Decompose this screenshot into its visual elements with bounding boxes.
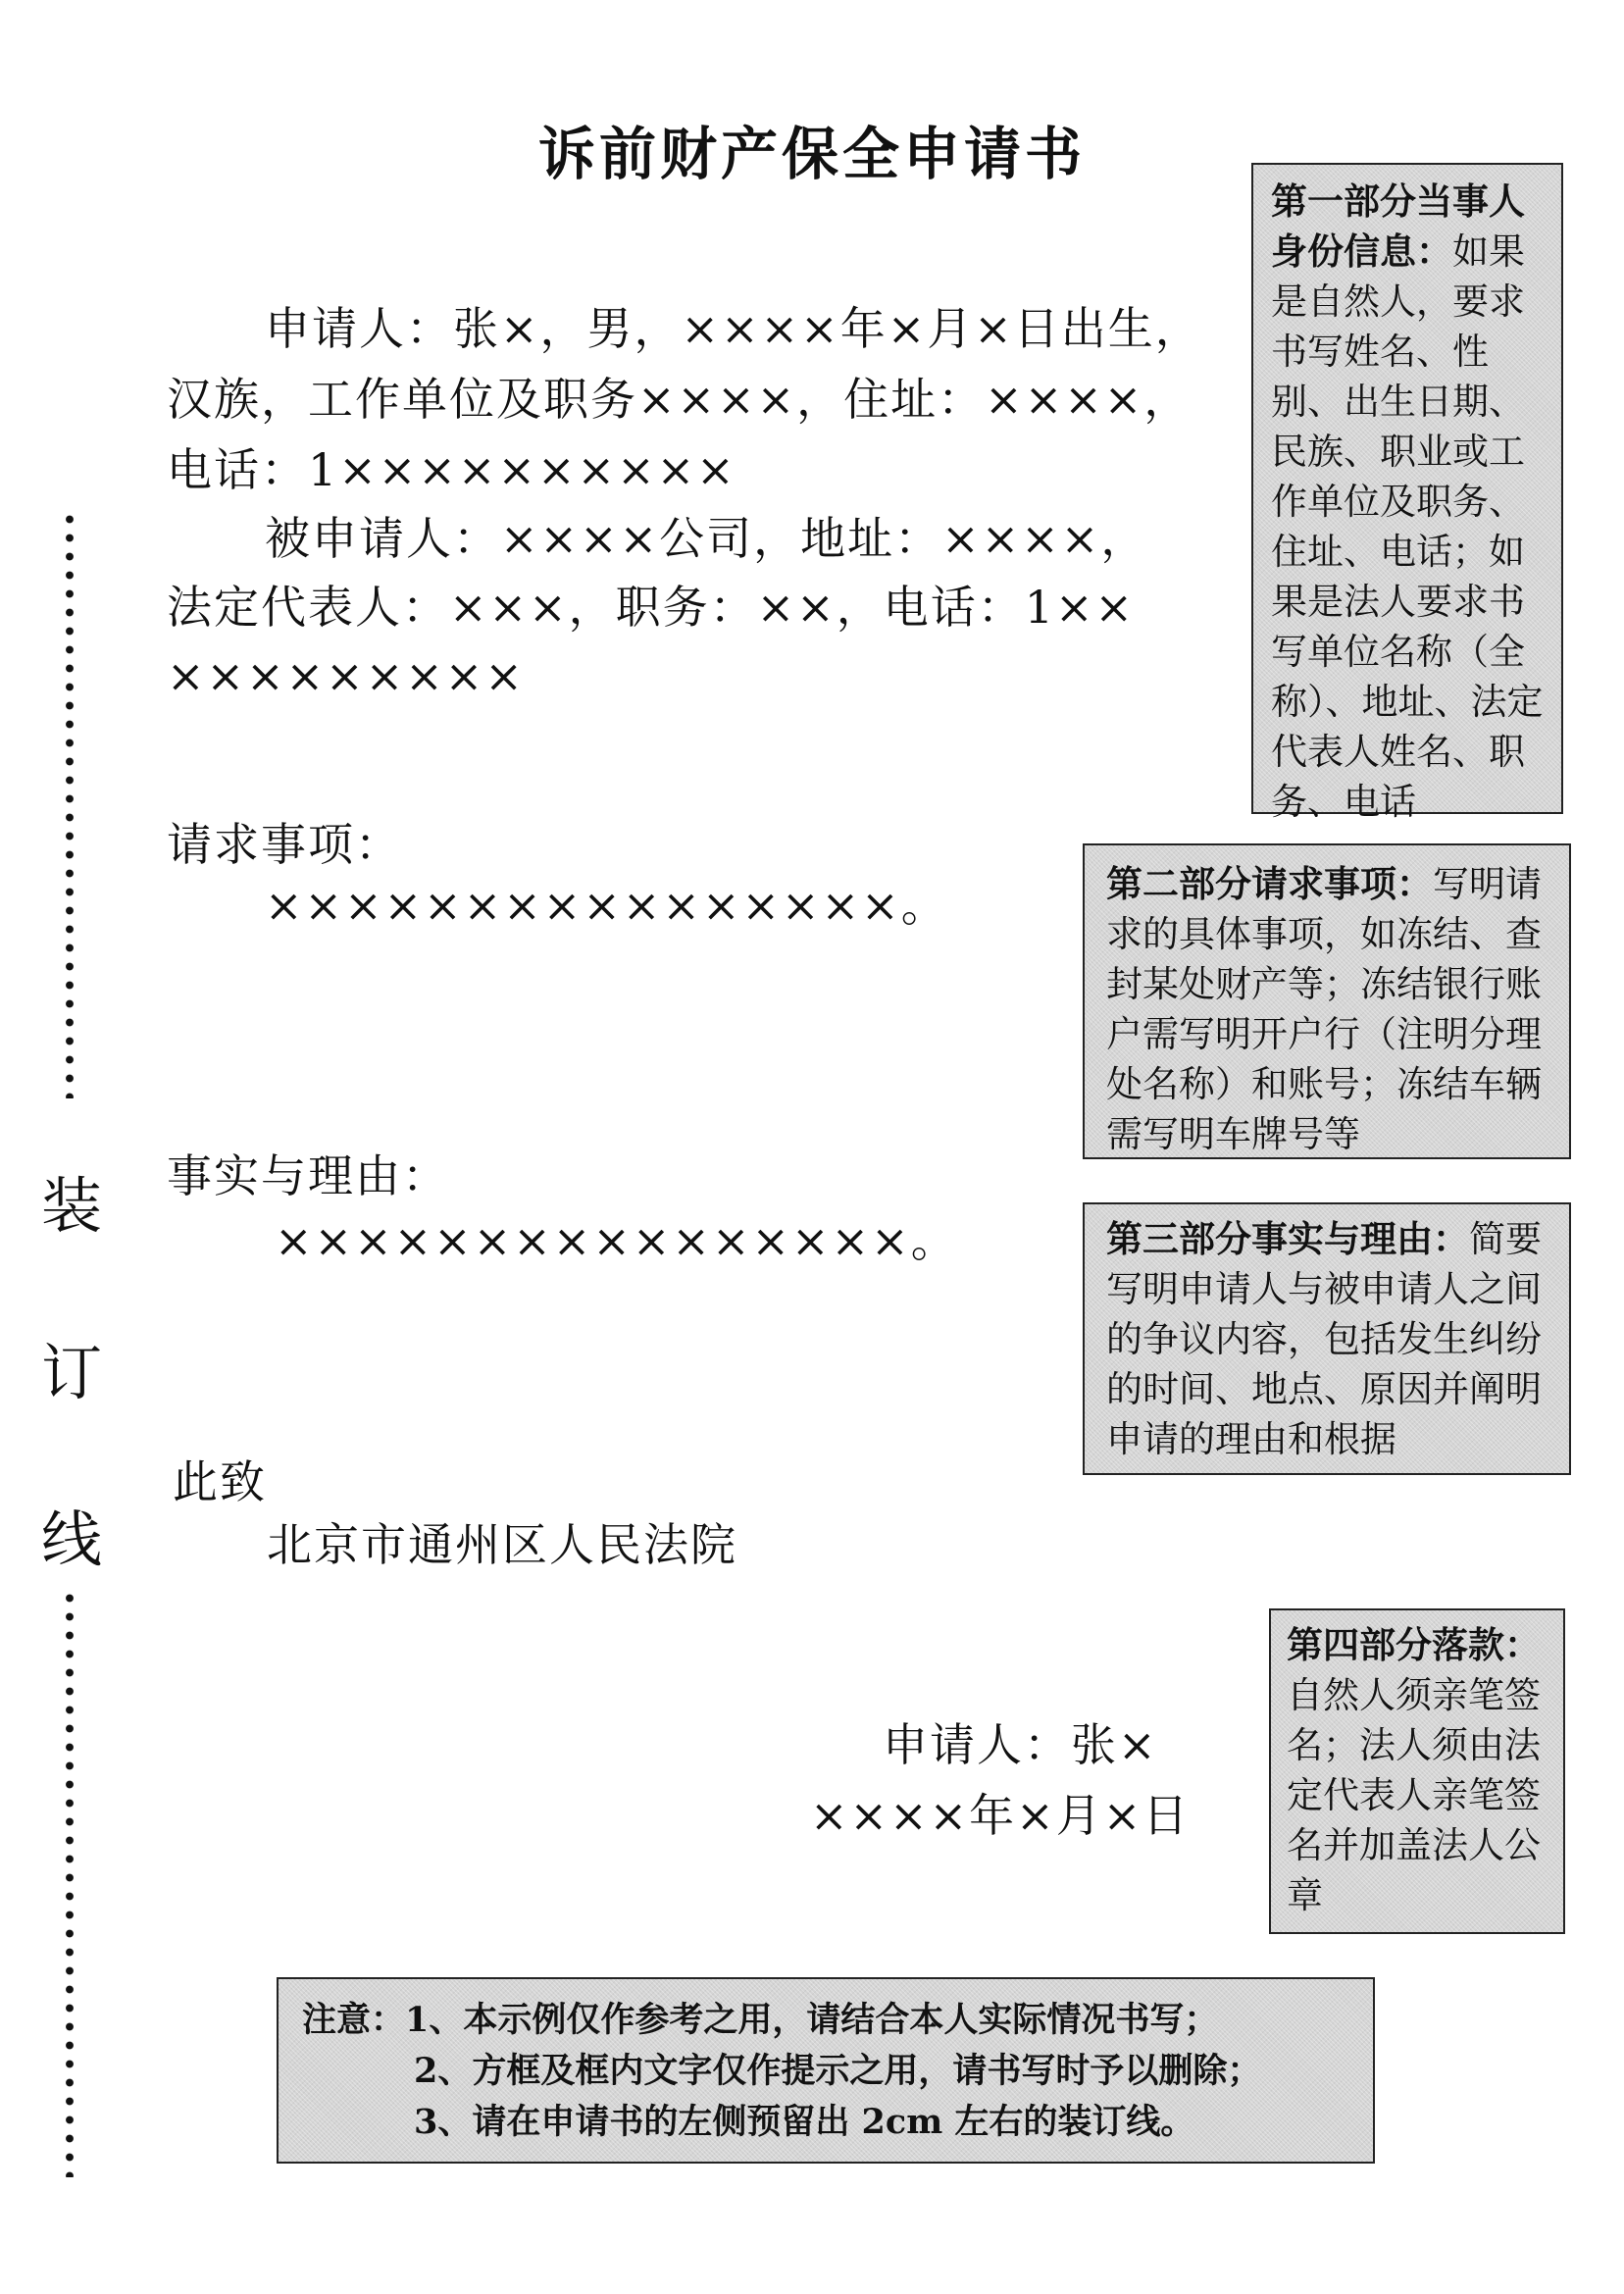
note-part4-heading: 第四部分落款： — [1287, 1623, 1541, 1666]
note-part3-text: 简要写明申请人与被申请人之间的争议内容，包括发生纠纷的时间、地点、原因并阐明申请的理由和根据 — [1106, 1218, 1542, 1460]
applicant-line-2: 汉族，工作单位及职务××××，住址：××××， — [167, 373, 1192, 426]
note-part1-text: 如果是自然人，要求书写姓名、性别、出生日期、民族、职业或工作单位及职务、住址、电话；如果是法人要求书写单位名称（全称）、地址、法定代表人姓名、职务、电话 — [1271, 230, 1544, 823]
note-box-part4 — [1269, 1608, 1565, 1934]
document-title: 诉前财产保全申请书 — [537, 121, 1086, 187]
respondent-line-1: 被申请人：××××公司，地址：××××， — [265, 512, 1148, 565]
binding-char-1: 装 — [41, 1170, 103, 1242]
note-box-part1 — [1251, 163, 1563, 823]
applicant-line-1: 申请人：张×，男，××××年×月×日出生， — [265, 302, 1202, 355]
binding-dots-top — [65, 510, 75, 1098]
note-part1-heading: 第一部分当事人身份信息： — [1271, 179, 1525, 273]
respondent-line-2: 法定代表人：×××，职务：××，电话：1×× — [167, 581, 1136, 634]
request-heading: 请求事项： — [167, 818, 402, 871]
note-part3-heading: 第三部分事实与理由： — [1106, 1217, 1469, 1260]
court-name: 北京市通州区人民法院 — [267, 1518, 737, 1571]
date-line: ××××年×月×日 — [810, 1789, 1191, 1842]
respondent-line-3: ××××××××× — [167, 649, 525, 702]
notice-box — [277, 1977, 1375, 2164]
note-part2-heading: 第二部分请求事项： — [1106, 862, 1433, 905]
salutation: 此致 — [173, 1455, 267, 1508]
notice-line-2: 2、方框及框内文字仅作提示之用，请书写时予以删除； — [414, 2051, 1262, 2091]
facts-content: ××××××××××××××××。 — [275, 1214, 958, 1267]
note-part4-text: 自然人须亲笔签名；法人须由法定代表人亲笔签名并加盖法人公章 — [1287, 1674, 1541, 1916]
facts-heading: 事实与理由： — [167, 1149, 449, 1202]
applicant-line-3: 电话：1×××××××××× — [167, 443, 736, 496]
binding-dots-bottom — [65, 1589, 75, 2177]
notice-line-1: 注意：1、本示例仅作参考之用，请结合本人实际情况书写； — [302, 2000, 1219, 2040]
binding-line — [41, 510, 103, 2177]
note-part2-text: 写明请求的具体事项，如冻结、查封某处财产等；冻结银行账户需写明开户行（注明分理处名称）和账号；冻结车辆需写明车牌号等 — [1106, 863, 1542, 1155]
note-box-part3 — [1083, 1202, 1571, 1475]
signature-line: 申请人：张× — [883, 1718, 1158, 1771]
binding-char-3: 线 — [41, 1504, 103, 1575]
binding-char-2: 订 — [41, 1337, 103, 1408]
request-content: ××××××××××××××××。 — [265, 879, 948, 932]
notice-line-3: 3、请在申请书的左侧预留出 2cm 左右的装订线。 — [414, 2102, 1195, 2142]
note-box-part2 — [1083, 843, 1571, 1159]
